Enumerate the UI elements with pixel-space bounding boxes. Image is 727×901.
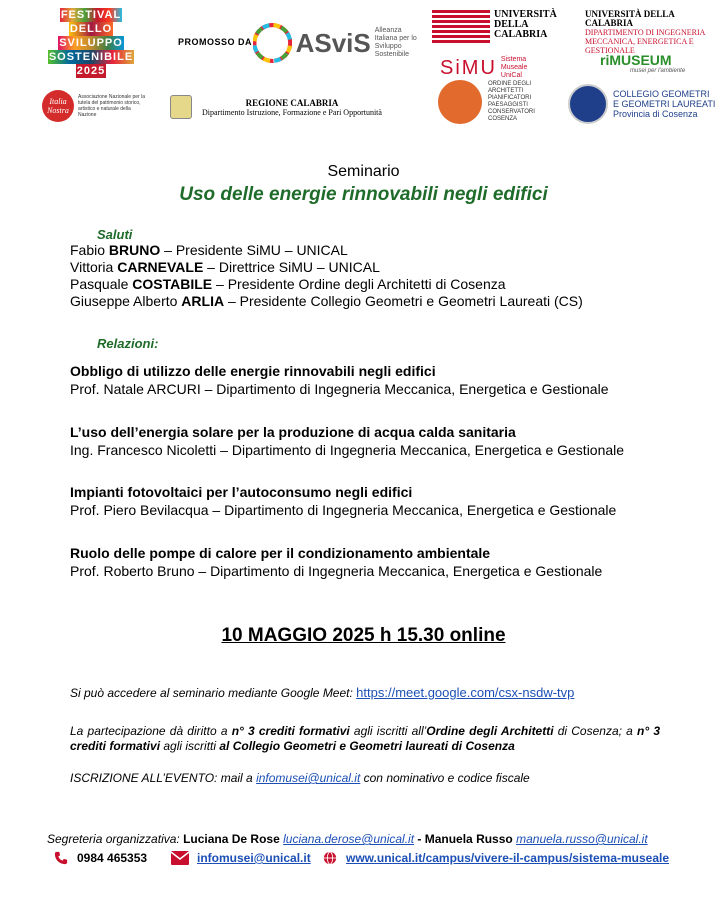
collegio-line-3: Provincia di Cosenza xyxy=(613,109,698,119)
dimeg-logo xyxy=(585,10,720,55)
festival-line-5: 2025 xyxy=(76,65,106,77)
rimuseum-logo: riMUSEUM xyxy=(600,52,672,68)
relazioni-heading: Relazioni: xyxy=(97,336,159,351)
italia-nostra-logo xyxy=(42,90,148,122)
simu-name: SiMU xyxy=(440,56,497,79)
regione-department: Dipartimento Istruzione, Formazione e Pari Opportunità xyxy=(202,107,382,117)
header-logos xyxy=(0,0,727,130)
festival-logo xyxy=(32,8,150,78)
website-contact xyxy=(322,851,669,865)
regione-title: REGIONE CALABRIA xyxy=(245,97,339,108)
dimeg-title: UNIVERSITÀ DELLA CALABRIA xyxy=(585,9,675,28)
dimeg-department: DIPARTIMENTO DI INGEGNERIA MECCANICA, ENERGETICA E GESTIONALE xyxy=(585,28,705,55)
unical-line-2: DELLA xyxy=(494,19,529,30)
asvis-name: ASviS xyxy=(295,27,371,58)
asvis-wheel-icon xyxy=(253,15,292,71)
meet-link[interactable]: https://meet.google.com/csx-nsdw-tvp xyxy=(356,685,575,700)
email-contact xyxy=(171,851,311,865)
email-derose-link[interactable]: luciana.derose@unical.it xyxy=(283,832,415,846)
talk-title: Impianti fotovoltaici per l’autoconsumo negli edifici xyxy=(70,484,413,500)
talk-speaker: Prof. Natale ARCURI – Dipartimento di Ingegneria Meccanica, Energetica e Gestionale xyxy=(70,381,609,397)
segreteria-line: Segreteria organizzativa: Luciana De Rose luciana.derose@unical.it - Manuela Russo manuela.russo@unical.it xyxy=(47,832,648,846)
regione-calabria-logo xyxy=(170,95,382,119)
festival-line-3: SVILUPPO xyxy=(59,37,123,49)
collegio-geometri-logo xyxy=(568,84,715,124)
talk-speaker: Ing. Francesco Nicoletti – Dipartimento di Ingegneria Meccanica, Energetica e Gestionale xyxy=(70,442,625,458)
phone-contact xyxy=(53,851,147,865)
phone-icon xyxy=(53,851,69,865)
regione-crest-icon xyxy=(170,95,192,119)
unical-line-1: UNIVERSITÀ xyxy=(494,9,557,20)
collegio-geometri-icon xyxy=(568,84,608,124)
talk-title: Ruolo delle pompe di calore per il condizionamento ambientale xyxy=(70,545,491,561)
ordine-architetti-icon xyxy=(438,80,482,124)
saluti-line: Giuseppe Alberto ARLIA – Presidente Collegio Geometri e Geometri Laureati (CS) xyxy=(70,293,583,309)
iscrizione-email-link[interactable]: infomusei@unical.it xyxy=(256,771,361,785)
infomusei-email-link[interactable]: infomusei@unical.it xyxy=(197,851,311,865)
iscrizione-text: ISCRIZIONE ALL’EVENTO: mail a infomusei@unical.it con nominativo e codice fiscale xyxy=(70,771,530,785)
unical-logo xyxy=(432,10,557,44)
unical-stripes-icon xyxy=(432,10,490,44)
seminar-label: Seminario xyxy=(327,163,400,180)
collegio-line-2: E GEOMETRI LAUREATI xyxy=(613,99,716,109)
talk-title: Obbligo di utilizzo delle energie rinnovabili negli edifici xyxy=(70,363,436,379)
ordine-architetti-text: ORDINE DEGLI ARCHITETTI PIANIFICATORI PAESAGGISTI CONSERVATORI COSENZA xyxy=(488,81,535,122)
saluti-line: Vittoria CARNEVALE – Direttrice SiMU – UNICAL xyxy=(70,259,380,275)
talk-speaker: Prof. Piero Bevilacqua – Dipartimento di Ingegneria Meccanica, Energetica e Gestionale xyxy=(70,502,617,518)
globe-icon xyxy=(322,851,338,865)
phone-number: 0984 465353 xyxy=(77,851,148,865)
credits-paragraph: La partecipazione dà diritto a n° 3 crediti formativi agli iscritti all’Ordine degli Architetti di Cosenza; a n° 3 crediti formativi agli iscritti al Collegio Geometri e Geometri laureati di Cosenza xyxy=(70,724,661,753)
mail-icon xyxy=(171,851,189,865)
italia-nostra-text: Associazione Nazionale per la tutela del patrimonio storico, artistico e naturale della Nazione xyxy=(78,94,145,118)
talk-title: L’uso dell’energia solare per la produzione di acqua calda sanitaria xyxy=(70,424,516,440)
simu-logo xyxy=(440,56,541,80)
website-link[interactable]: www.unical.it/campus/vivere-il-campus/sistema-museale xyxy=(346,851,670,865)
email-russo-link[interactable]: manuela.russo@unical.it xyxy=(516,832,648,846)
simu-subtitle: Sistema Museale UniCal xyxy=(500,56,528,79)
saluti-line: Fabio BRUNO – Presidente SiMU – UNICAL xyxy=(70,242,348,258)
ordine-architetti-logo xyxy=(438,80,558,124)
festival-line-4: SOSTENIBILE xyxy=(48,51,134,63)
asvis-subtitle: Alleanza Italiana per lo Sviluppo Sostenibile xyxy=(374,27,417,58)
saluti-heading: Saluti xyxy=(97,227,133,242)
promosso-label: PROMOSSO DA xyxy=(178,37,253,47)
saluti-line: Pasquale COSTABILE – Presidente Ordine degli Architetti di Cosenza xyxy=(70,276,506,292)
collegio-line-1: COLLEGIO GEOMETRI xyxy=(613,89,710,99)
unical-line-3: CALABRIA xyxy=(494,29,548,40)
italia-nostra-icon: Italia Nostra xyxy=(42,90,74,122)
event-date: 10 MAGGIO 2025 h 15.30 online xyxy=(221,625,506,646)
festival-line-2: DELLO xyxy=(69,23,113,35)
seminar-title: Uso delle energie rinnovabili negli edifici xyxy=(179,184,548,205)
festival-line-1: FESTIVAL xyxy=(60,9,122,21)
access-text: Si può accedere al seminario mediante Google Meet: https://meet.google.com/csx-nsdw-tvp xyxy=(70,685,575,700)
asvis-logo xyxy=(253,14,423,72)
rimuseum-subtitle: musei per l'ambiente xyxy=(630,68,686,74)
talk-speaker: Prof. Roberto Bruno – Dipartimento di Ingegneria Meccanica, Energetica e Gestionale xyxy=(70,563,603,579)
